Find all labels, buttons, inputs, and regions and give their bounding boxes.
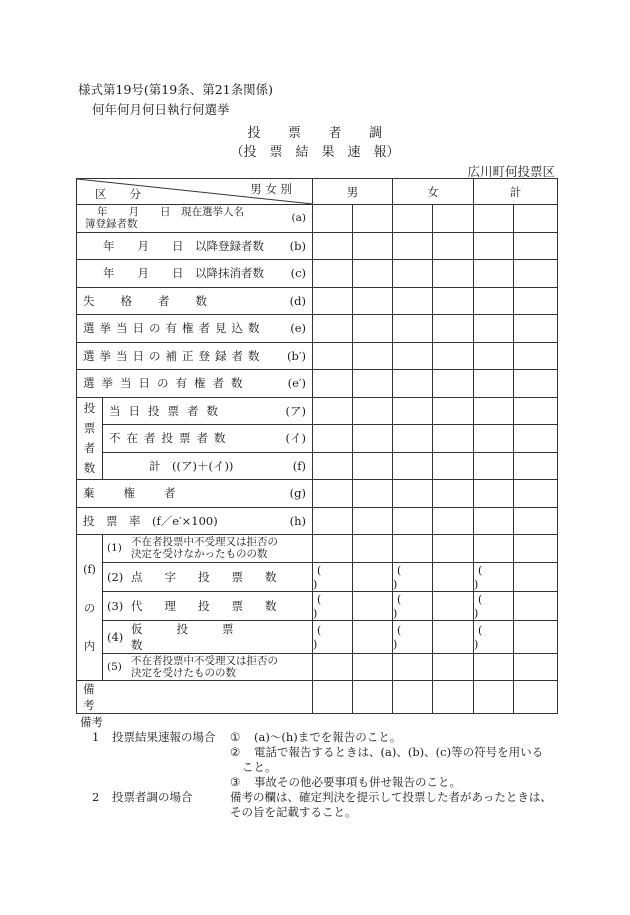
document-title: 投 票 者 調 xyxy=(247,126,383,141)
row-label xyxy=(103,425,313,453)
table-row xyxy=(77,480,558,508)
paren-placeholder: ( ) xyxy=(474,563,491,591)
note-item xyxy=(80,730,402,745)
table-row xyxy=(77,620,558,653)
female-main-cell[interactable] xyxy=(393,425,433,453)
row-label-text: 年 月 日 以降登録者数 xyxy=(103,238,264,253)
male-main-cell[interactable] xyxy=(313,260,353,288)
row-number: (1) xyxy=(107,542,122,555)
row-code: (イ) xyxy=(285,431,306,446)
female-sub-cell[interactable] xyxy=(433,397,474,425)
total-main-cell[interactable] xyxy=(474,681,514,714)
female-main-cell[interactable] xyxy=(393,507,433,535)
row-code: (b′) xyxy=(287,348,306,363)
table-row xyxy=(77,535,558,563)
female-main-cell[interactable] xyxy=(393,653,433,681)
male-main-cell[interactable] xyxy=(313,562,353,591)
male-sub-cell[interactable] xyxy=(353,452,393,480)
row-code: (f) xyxy=(292,458,306,473)
male-main-cell[interactable] xyxy=(313,507,353,535)
total-main-cell[interactable] xyxy=(474,342,514,370)
notes-heading-text: 備考 xyxy=(80,715,103,729)
row-code: (a) xyxy=(291,212,306,225)
female-sub-cell[interactable] xyxy=(433,620,474,653)
male-sub-cell[interactable] xyxy=(353,425,393,453)
female-main-cell[interactable] xyxy=(393,681,433,714)
note-mark: ③ xyxy=(230,775,241,789)
total-main-cell[interactable] xyxy=(474,480,514,508)
row-code: (ア) xyxy=(285,403,306,418)
female-main-cell[interactable] xyxy=(393,370,433,398)
male-sub-cell[interactable] xyxy=(353,480,393,508)
paren-placeholder: ( ) xyxy=(474,592,491,620)
total-sub-cell[interactable] xyxy=(514,562,558,591)
table-row xyxy=(77,370,558,398)
voter-table xyxy=(76,178,558,714)
total-sub-cell[interactable] xyxy=(514,535,558,563)
female-main-cell[interactable] xyxy=(393,452,433,480)
note-number: 2 xyxy=(92,790,100,804)
row-label-text: 選挙当日の補正登録者数 xyxy=(83,348,265,363)
table-row xyxy=(77,232,558,260)
row-label xyxy=(77,205,313,233)
table-row xyxy=(77,452,558,480)
row-label xyxy=(103,620,313,653)
female-main-cell[interactable] xyxy=(393,260,433,288)
row-label-text: 決定を受けなかったものの数 xyxy=(131,548,268,561)
male-sub-cell[interactable] xyxy=(353,620,393,653)
female-column-header: 女 xyxy=(393,179,474,205)
table-row xyxy=(77,287,558,315)
female-sub-cell[interactable] xyxy=(433,205,474,233)
male-main-cell[interactable] xyxy=(313,653,353,681)
row-label-text: 計 ((ア)＋(イ)) xyxy=(149,458,234,473)
female-sub-cell[interactable] xyxy=(433,260,474,288)
female-sub-cell[interactable] xyxy=(433,232,474,260)
male-sub-cell[interactable] xyxy=(353,287,393,315)
paren-placeholder: ( ) xyxy=(474,623,491,651)
row-label xyxy=(103,562,313,591)
total-sub-cell[interactable] xyxy=(514,232,558,260)
row-label xyxy=(77,232,313,260)
row-label-text: 選挙当日の有権者見込数 xyxy=(83,321,265,336)
row-label-text: 代理投票数 xyxy=(131,598,299,613)
row-label-text: 仮投票数 xyxy=(131,621,268,652)
male-sub-cell[interactable] xyxy=(353,653,393,681)
male-sub-cell[interactable] xyxy=(353,260,393,288)
table-row xyxy=(77,315,558,343)
male-sub-cell[interactable] xyxy=(353,562,393,591)
total-sub-cell[interactable] xyxy=(514,653,558,681)
table-row xyxy=(77,653,558,681)
row-label-text: 不在者投票者数 xyxy=(109,431,232,446)
row-label-text: 失 格 者 数 xyxy=(83,293,208,308)
male-main-cell[interactable] xyxy=(313,287,353,315)
total-main-cell[interactable] xyxy=(474,315,514,343)
note-text: (a)～(h)までを報告のこと。 xyxy=(254,730,402,744)
row-label xyxy=(103,397,313,425)
male-main-cell[interactable] xyxy=(313,342,353,370)
note-item xyxy=(80,775,461,790)
row-code: (e′) xyxy=(287,376,306,391)
total-sub-cell[interactable] xyxy=(514,287,558,315)
total-sub-cell[interactable] xyxy=(514,681,558,714)
total-sub-cell[interactable] xyxy=(514,425,558,453)
row-label-text: 当日投票者数 xyxy=(109,403,226,418)
female-sub-cell[interactable] xyxy=(433,480,474,508)
table-row xyxy=(77,591,558,620)
row-label-text: 棄 権 者 xyxy=(83,486,178,501)
total-sub-cell[interactable] xyxy=(514,342,558,370)
row-label xyxy=(77,315,313,343)
total-main-cell[interactable] xyxy=(474,535,514,563)
total-main-cell[interactable] xyxy=(474,370,514,398)
breakdown-group-label xyxy=(77,535,103,681)
male-sub-cell[interactable] xyxy=(353,342,393,370)
total-main-cell[interactable] xyxy=(474,205,514,233)
sex-heading: 男 女 別 xyxy=(250,182,292,196)
total-main-cell[interactable] xyxy=(474,425,514,453)
male-sub-cell[interactable] xyxy=(353,205,393,233)
election-name: 何年何月何日執行何選挙 xyxy=(92,102,230,117)
breakdown-group-text: の xyxy=(83,600,96,615)
table-row xyxy=(77,397,558,425)
note-label: 投票者調の場合 xyxy=(112,790,193,804)
table-row xyxy=(77,205,558,233)
total-column-header: 計 xyxy=(474,179,558,205)
row-label xyxy=(77,480,313,508)
table-row xyxy=(77,425,558,453)
male-main-cell[interactable] xyxy=(313,480,353,508)
row-code: (g) xyxy=(289,486,306,501)
female-main-cell[interactable] xyxy=(393,535,433,563)
total-main-cell[interactable] xyxy=(474,562,514,591)
breakdown-group-text: (f) xyxy=(83,562,96,576)
female-main-cell[interactable] xyxy=(393,205,433,233)
total-sub-cell[interactable] xyxy=(514,480,558,508)
row-label xyxy=(77,342,313,370)
table-header-row xyxy=(77,179,558,205)
breakdown-group-text: 内 xyxy=(83,638,96,653)
row-label-text: 選挙当日の有権者数 xyxy=(83,376,250,391)
female-sub-cell[interactable] xyxy=(433,653,474,681)
row-label xyxy=(103,535,313,563)
female-main-cell[interactable] xyxy=(393,397,433,425)
corner-header-cell xyxy=(77,179,313,205)
row-label xyxy=(77,287,313,315)
row-label xyxy=(103,591,313,620)
male-main-cell[interactable] xyxy=(313,620,353,653)
total-sub-cell[interactable] xyxy=(514,260,558,288)
female-sub-cell[interactable] xyxy=(433,681,474,714)
note-text: 備考の欄は、確定判決を提示して投票した者があったときは、 xyxy=(230,790,552,804)
male-main-cell[interactable] xyxy=(313,591,353,620)
female-main-cell[interactable] xyxy=(393,287,433,315)
row-label xyxy=(103,452,313,480)
female-sub-cell[interactable] xyxy=(433,370,474,398)
total-main-cell[interactable] xyxy=(474,653,514,681)
note-text: その旨を記載すること。 xyxy=(230,805,357,819)
category-heading: 区 分 xyxy=(95,187,141,201)
note-mark: ② xyxy=(230,745,241,759)
male-sub-cell[interactable] xyxy=(353,397,393,425)
row-number: (5) xyxy=(107,660,122,673)
total-sub-cell[interactable] xyxy=(514,397,558,425)
note-item xyxy=(80,790,552,805)
row-label-text: 年 月 日 現在選挙人名 xyxy=(97,206,244,219)
female-sub-cell[interactable] xyxy=(433,562,474,591)
row-label-text: 備 考 xyxy=(83,682,370,712)
row-number: (3) xyxy=(107,598,124,613)
note-text: こと。 xyxy=(242,760,277,774)
row-code: (b) xyxy=(289,238,306,253)
voters-group-label xyxy=(77,397,103,480)
note-mark: ① xyxy=(230,730,241,744)
notes-heading xyxy=(80,715,103,730)
row-label-text: 点字投票数 xyxy=(131,569,299,584)
female-main-cell[interactable] xyxy=(393,620,433,653)
row-label xyxy=(77,370,313,398)
female-sub-cell[interactable] xyxy=(433,287,474,315)
male-main-cell[interactable] xyxy=(313,452,353,480)
male-sub-cell[interactable] xyxy=(353,507,393,535)
row-label-text: 不在者投票中不受理又は拒否の xyxy=(131,536,278,549)
row-label xyxy=(77,260,313,288)
row-label-text: 決定を受けたものの数 xyxy=(131,666,236,679)
total-main-cell[interactable] xyxy=(474,397,514,425)
note-number: 1 xyxy=(92,730,100,744)
row-code: (e) xyxy=(290,321,306,336)
paren-placeholder: ( ) xyxy=(393,592,410,620)
male-main-cell[interactable] xyxy=(313,205,353,233)
male-main-cell[interactable] xyxy=(313,232,353,260)
total-main-cell[interactable] xyxy=(474,287,514,315)
total-sub-cell[interactable] xyxy=(514,591,558,620)
female-sub-cell[interactable] xyxy=(433,535,474,563)
male-main-cell[interactable] xyxy=(313,315,353,343)
total-main-cell[interactable] xyxy=(474,232,514,260)
total-sub-cell[interactable] xyxy=(514,507,558,535)
row-number: (2) xyxy=(107,569,124,584)
row-code: (d) xyxy=(289,293,306,308)
total-sub-cell[interactable] xyxy=(514,452,558,480)
row-number: (4) xyxy=(107,629,124,644)
row-label-text: 簿登録者数 xyxy=(85,218,138,231)
female-main-cell[interactable] xyxy=(393,232,433,260)
note-item xyxy=(80,745,544,760)
total-main-cell[interactable] xyxy=(474,260,514,288)
note-label: 投票結果速報の場合 xyxy=(112,730,216,744)
paren-placeholder: ( ) xyxy=(313,592,330,620)
note-item xyxy=(80,805,357,820)
table-row xyxy=(77,507,558,535)
female-sub-cell[interactable] xyxy=(433,507,474,535)
table-row xyxy=(77,342,558,370)
male-main-cell[interactable] xyxy=(313,535,353,563)
polling-district: 広川町何投票区 xyxy=(467,164,555,179)
female-sub-cell[interactable] xyxy=(433,342,474,370)
row-label xyxy=(103,653,313,681)
female-main-cell[interactable] xyxy=(393,591,433,620)
row-label-text: 不在者投票中不受理又は拒否の xyxy=(131,654,278,667)
paren-placeholder: ( ) xyxy=(393,563,410,591)
female-main-cell[interactable] xyxy=(393,480,433,508)
male-sub-cell[interactable] xyxy=(353,591,393,620)
row-code: (c) xyxy=(290,266,306,281)
table-row xyxy=(77,681,558,714)
female-sub-cell[interactable] xyxy=(433,591,474,620)
total-main-cell[interactable] xyxy=(474,620,514,653)
total-main-cell[interactable] xyxy=(474,591,514,620)
table-row xyxy=(77,260,558,288)
row-label-text: 投 票 率 (f／e′×100) xyxy=(83,513,218,528)
note-text: 電話で報告するときは、(a)、(b)、(c)等の符号を用いる xyxy=(254,745,544,759)
table-row xyxy=(77,562,558,591)
male-sub-cell[interactable] xyxy=(353,370,393,398)
note-item xyxy=(80,760,277,775)
male-main-cell[interactable] xyxy=(313,425,353,453)
female-sub-cell[interactable] xyxy=(433,315,474,343)
male-main-cell[interactable] xyxy=(313,370,353,398)
row-label xyxy=(77,681,370,714)
notes-section xyxy=(80,715,552,820)
total-sub-cell[interactable] xyxy=(514,620,558,653)
row-label xyxy=(77,507,313,535)
female-main-cell[interactable] xyxy=(393,342,433,370)
female-main-cell[interactable] xyxy=(393,315,433,343)
female-main-cell[interactable] xyxy=(393,562,433,591)
male-sub-cell[interactable] xyxy=(353,535,393,563)
voters-group-text: 投票者数 xyxy=(83,401,96,476)
row-code: (h) xyxy=(289,513,306,528)
male-main-cell[interactable] xyxy=(313,397,353,425)
document-subtitle: （投 票 結 果 速 報） xyxy=(230,145,400,160)
total-sub-cell[interactable] xyxy=(514,205,558,233)
paren-placeholder: ( ) xyxy=(313,563,330,591)
form-number: 様式第19号(第19条、第21条関係) xyxy=(78,82,273,97)
male-sub-cell[interactable] xyxy=(353,232,393,260)
paren-placeholder: ( ) xyxy=(313,623,330,651)
male-column-header: 男 xyxy=(313,179,393,205)
note-text: 事故その他必要事項も併せ報告のこと。 xyxy=(254,775,461,789)
female-sub-cell[interactable] xyxy=(433,425,474,453)
total-main-cell[interactable] xyxy=(474,507,514,535)
paren-placeholder: ( ) xyxy=(393,623,410,651)
female-sub-cell[interactable] xyxy=(433,452,474,480)
total-main-cell[interactable] xyxy=(474,452,514,480)
male-sub-cell[interactable] xyxy=(353,315,393,343)
total-sub-cell[interactable] xyxy=(514,315,558,343)
row-label-text: 年 月 日 以降抹消者数 xyxy=(103,266,264,281)
total-sub-cell[interactable] xyxy=(514,370,558,398)
